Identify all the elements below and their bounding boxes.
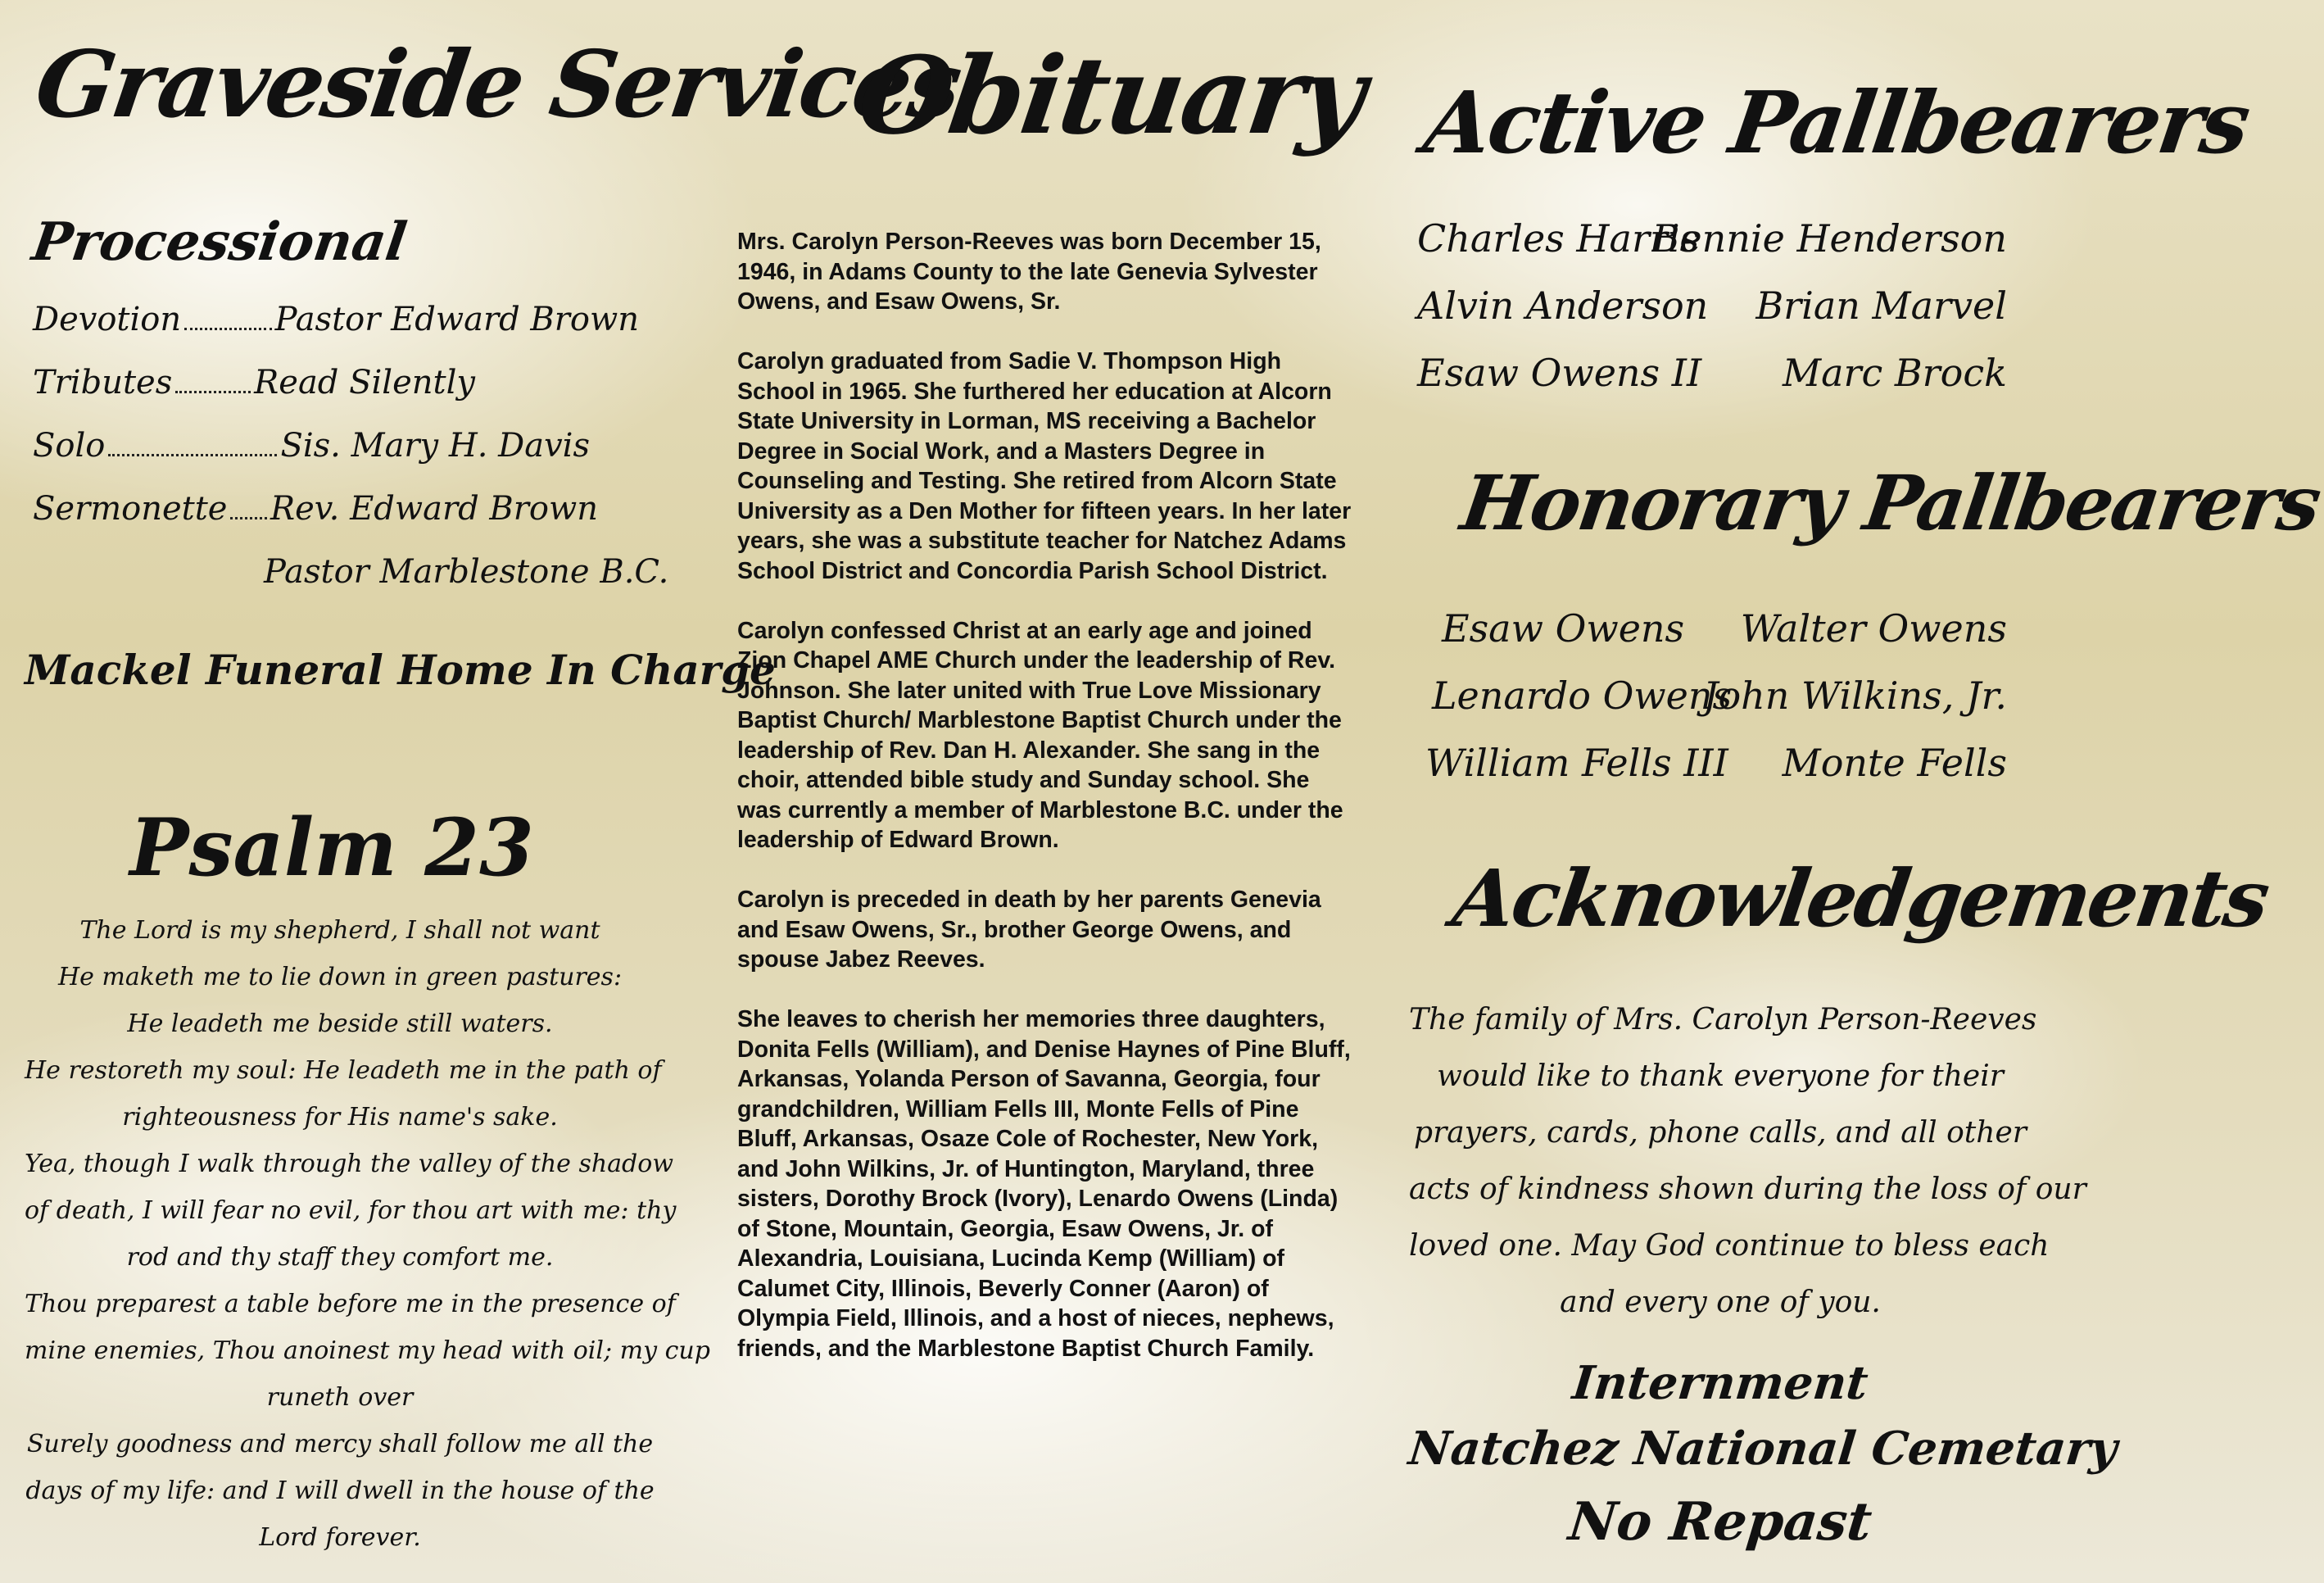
dot-leader: [108, 454, 277, 456]
obituary-paragraph: She leaves to cherish her memories three daughters, Donita Fells (William), and Denise Haynes of Pine Bluff, Arkansas, Yolanda Person of Savanna, Georgia, four grandchildren, William Fells III, Monte Fells of Pine Bluff, Arkansas, Osaze Cole of Rochester, New York, and John Wilkins, Jr. of Huntington, Maryland, three sisters, Dorothy Brock (Ivory), Lenardo Owens (Linda) of Stone, Mountain, Georgia, Esaw Owens, Jr. of Alexandria, Louisiana, Lucinda Kemp (William) of Calumet City, Illinois, Beverly Conner (Aaron) of Olympia Field, Illinois, and a host of nieces, nephews, friends, and the Marblestone Baptist Church Family.: [737, 1006, 1351, 1362]
program-row-sermonette: [33, 490, 598, 528]
honorary-pallbearer-name: William Fells III: [1425, 741, 1728, 785]
dot-leader: [230, 517, 267, 519]
acknowledgement-line: prayers, cards, phone calls, and all other: [1414, 1116, 2027, 1150]
program-label: Sermonette: [33, 490, 228, 528]
acknowledgement-line: would like to thank everyone for their: [1437, 1059, 2004, 1093]
active-pallbearer-name: Marc Brock: [1782, 351, 2007, 395]
middle-panel: [721, 0, 1376, 1583]
psalm-line: He restoreth my soul: He leadeth me in the path of: [25, 1056, 662, 1085]
dot-leader: [175, 391, 251, 393]
acknowledgement-line: and every one of you.: [1560, 1286, 1881, 1319]
psalm-line: Thou preparest a table before me in the presence of: [25, 1290, 676, 1318]
obituary-paragraph: Mrs. Carolyn Person-Reeves was born December 15, 1946, in Adams County to the late Genevia Sylvester Owens, and Esaw Owens, Sr.: [737, 229, 1321, 315]
graveside-services-title: Graveside Services: [29, 31, 967, 138]
left-panel: [25, 0, 967, 1583]
honorary-pallbearer-name: Monte Fells: [1782, 741, 2007, 785]
program-value: Sis. Mary H. Davis: [280, 427, 590, 465]
obituary-text: [737, 227, 1360, 1394]
active-pallbearer-name: Esaw Owens II: [1417, 351, 1702, 395]
dot-leader: [184, 328, 271, 330]
psalm-line: He maketh me to lie down in green pastures:: [57, 963, 623, 991]
psalm-line: Surely goodness and mercy shall follow me all the: [26, 1430, 654, 1458]
funeral-home-note: Mackel Funeral Home In Charge: [25, 646, 776, 694]
active-pallbearer-name: Bennie Henderson: [1651, 216, 2007, 261]
obituary-paragraph: Carolyn is preceded in death by her parents Genevia and Esaw Owens, Sr., brother George Owens, and spouse Jabez Reeves.: [737, 887, 1321, 973]
honorary-pallbearers-title: Honorary Pallbearers: [1456, 459, 2324, 547]
honorary-pallbearer-name: Walter Owens: [1740, 606, 2007, 651]
active-pallbearer-name: Alvin Anderson: [1417, 283, 1709, 328]
acknowledgements-text: [1409, 991, 2086, 1331]
acknowledgement-line: loved one. May God continue to bless each: [1409, 1229, 2050, 1263]
program-row-tributes: [33, 364, 475, 401]
psalm-line: Yea, though I walk through the valley of the shadow: [25, 1150, 673, 1178]
psalm-line: days of my life: and I will dwell in the house of the: [25, 1476, 655, 1505]
psalm-line: righteousness for His name's sake.: [122, 1103, 558, 1132]
acknowledgement-line: The family of Mrs. Carolyn Person-Reeves: [1409, 1003, 2037, 1036]
psalm-line: rod and thy staff they comfort me.: [126, 1243, 554, 1272]
active-pallbearers-title: Active Pallbearers: [1418, 72, 2254, 173]
program-row-solo: [33, 427, 590, 465]
repast-note: No Repast: [1565, 1491, 1875, 1553]
cemetery-name: Natchez National Cemetary: [1406, 1422, 2120, 1476]
honorary-pallbearer-name: Lenardo Owens: [1432, 674, 1733, 718]
right-panel: [1406, 0, 2324, 1583]
program-label: Devotion: [33, 301, 182, 338]
psalm-line: of death, I will fear no evil, for thou art with me: thy: [25, 1196, 677, 1225]
obituary-paragraph: Carolyn graduated from Sadie V. Thompson High School in 1965. She furthered her education at Alcorn State University in Lorman, MS receiving a Bachelor Degree in Social Work, and a Masters Degree in Counseling and Testing. She retired from Alcorn State University as a Den Mother for fifteen years. In her later years, she was a substitute teacher for Natchez Adams School District and Concordia Parish School District.: [737, 348, 1352, 584]
program-label: Solo: [33, 427, 106, 465]
acknowledgement-line: acts of kindness shown during the loss of our: [1409, 1173, 2086, 1206]
program-value: Pastor Edward Brown: [274, 301, 639, 338]
program-label: Tributes: [33, 364, 173, 401]
program-row-devotion: [33, 301, 639, 338]
active-pallbearer-name: Brian Marvel: [1755, 283, 2007, 328]
honorary-pallbearer-name: Esaw Owens: [1442, 606, 1685, 651]
program-value: Rev. Edward Brown: [270, 490, 598, 528]
processional-heading: Processional: [28, 211, 410, 273]
honorary-pallbearer-name: John Wilkins, Jr.: [1703, 674, 2007, 718]
active-pallbearer-name: Charles Harris: [1417, 216, 1700, 261]
psalm-line: runeth over: [266, 1383, 414, 1412]
psalm-title: Psalm 23: [129, 801, 534, 894]
psalm-line: Lord forever.: [259, 1523, 421, 1552]
obituary-title: Obituary: [851, 33, 1371, 158]
sermonette-continuation: Pastor Marblestone B.C.: [264, 553, 669, 591]
psalm-line: mine enemies, Thou anoinest my head with oil; my cup: [25, 1336, 710, 1365]
acknowledgements-title: Acknowledgements: [1447, 852, 2273, 945]
program-value: Read Silently: [254, 364, 475, 401]
psalm-line: The Lord is my shepherd, I shall not want: [79, 916, 600, 945]
internment-heading: Internment: [1570, 1356, 1871, 1410]
obituary-paragraph: Carolyn confessed Christ at an early age and joined Zion Chapel AME Church under the leadership of Rev. Johnson. She later united with True Love Missionary Baptist Church/ Marblestone Baptist Church under the leadership of Rev. Dan H. Alexander. She sang in the choir, attended bible study and Sunday school. She was currently a member of Marblestone B.C. under the leadership of Edward Brown.: [737, 617, 1343, 853]
psalm-line: He leadeth me beside still waters.: [127, 1009, 553, 1038]
